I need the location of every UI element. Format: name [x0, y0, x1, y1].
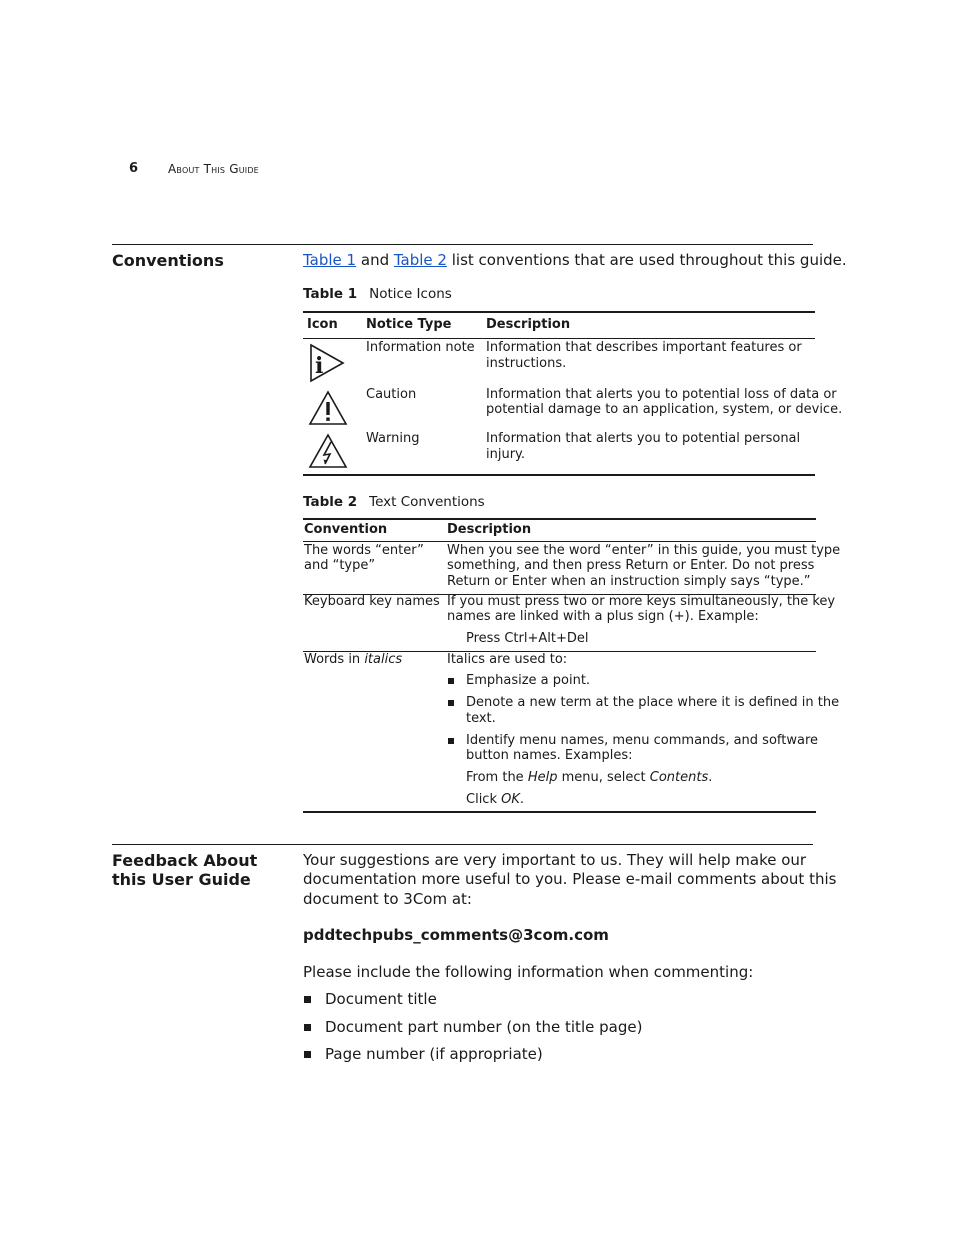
ex1-help: Help — [527, 770, 558, 785]
section-rule-conventions — [112, 244, 813, 245]
table-2-row3-example2 — [466, 792, 524, 808]
table-2-row1-convention-line1: The words “enter” — [304, 543, 424, 558]
bullet-marker — [304, 1024, 311, 1031]
intro-rest: list conventions that are used throughout this guide. — [446, 251, 847, 269]
feedback-email-link[interactable]: pddtechpubs_comments@3com.com — [303, 926, 609, 944]
table-2-row3-convention — [304, 652, 402, 668]
table-2-row1-desc-line1: When you see the word “enter” in this guide, you must type — [447, 543, 841, 558]
table-2-row3-bullet1: Emphasize a point. — [466, 673, 591, 688]
table-1-header-notice-type: Notice Type — [366, 317, 452, 332]
table-2-row3-bullet3-line1: Identify menu names, menu commands, and software — [466, 733, 818, 748]
table-2-row2-convention: Keyboard key names — [304, 594, 440, 609]
section-rule-feedback — [112, 844, 813, 845]
table-1-header-rule — [303, 338, 815, 339]
table-2-bottom-rule — [303, 811, 816, 813]
table-2-header-description: Description — [447, 522, 532, 537]
feedback-item-page-number: Page number (if appropriate) — [325, 1045, 543, 1063]
bullet-marker — [304, 1051, 311, 1058]
table-2-link[interactable]: Table 2 — [393, 251, 447, 269]
table-1-row-info-type: Information note — [366, 340, 475, 355]
table-2-row1-desc-line2: something, and then press Return or Enter. Do not press — [447, 558, 815, 573]
ex1-contents: Contents — [649, 770, 709, 785]
section-title-feedback-line1: Feedback About — [112, 851, 258, 870]
table-1-row-info-desc-line2: instructions. — [486, 356, 567, 371]
table-2-header-rule — [303, 541, 816, 542]
ex1-part-c: . — [708, 770, 713, 785]
feedback-para-line3: document to 3Com at: — [303, 890, 472, 908]
feedback-include-text: Please include the following information when commenting: — [303, 963, 754, 981]
information-icon — [309, 343, 345, 383]
table-2-row3-bullet3-line2: button names. Examples: — [466, 748, 633, 763]
table-1-row-warning-type: Warning — [366, 431, 420, 446]
table-1-row-warning-desc-line2: injury. — [486, 447, 526, 462]
ex2-part-b: . — [519, 792, 525, 807]
conventions-intro — [303, 251, 847, 271]
feedback-para-line1: Your suggestions are very important to us. They will help make our — [303, 851, 807, 869]
bullet-marker — [448, 678, 454, 684]
page-number: 6 — [129, 161, 139, 176]
table-2-row3-bullet2-line2: text. — [466, 711, 496, 726]
table-2-row1-convention-line2: and “type” — [304, 558, 376, 573]
feedback-item-part-number: Document part number (on the title page) — [325, 1018, 643, 1036]
section-title-conventions: Conventions — [112, 251, 224, 270]
table-1-row-caution-desc-line2: potential damage to an application, system, or device. — [486, 402, 843, 417]
caution-icon — [308, 390, 348, 426]
table-1-bottom-rule — [303, 474, 815, 476]
table-1-header-icon: Icon — [307, 317, 338, 332]
running-title: About This Guide — [168, 162, 259, 176]
table-2-row2-desc-line1: If you must press two or more keys simultaneously, the key — [447, 594, 836, 609]
table-2-row1-desc-line3: Return or Enter when an instruction simply says “type.” — [447, 574, 811, 589]
table-2-row2-desc-line2: names are linked with a plus sign (+). Example: — [447, 609, 759, 624]
table-1-row-info-desc-line1: Information that describes important features or — [486, 340, 802, 355]
table-1-caption-text: Notice Icons — [369, 286, 452, 302]
bullet-marker — [448, 700, 454, 706]
bullet-marker — [448, 738, 454, 744]
table-2-row2-example: Press Ctrl+Alt+Del — [466, 631, 589, 646]
table-1-row-warning-desc-line1: Information that alerts you to potential personal — [486, 431, 801, 446]
row3-conv-italic: italics — [364, 652, 403, 667]
table-2-caption-text: Text Conventions — [369, 494, 485, 510]
table-2-row3-bullet2-line1: Denote a new term at the place where it is defined in the — [466, 695, 840, 710]
section-title-feedback-line2: this User Guide — [112, 870, 251, 889]
table-1-row-caution-desc-line1: Information that alerts you to potential loss of data or — [486, 387, 837, 402]
ex1-part-a: From the — [466, 770, 528, 785]
table-1-caption-label: Table 1 — [303, 286, 358, 302]
table-2-row3-example1 — [466, 770, 712, 786]
table-1-row-caution-type: Caution — [366, 387, 417, 402]
table-2-row3-intro: Italics are used to: — [447, 652, 568, 667]
table-1-caption — [303, 286, 452, 302]
svg-text:i: i — [315, 353, 324, 379]
table-2-top-rule — [303, 518, 816, 520]
row3-conv-prefix: Words in — [304, 652, 365, 667]
table-2-header-convention: Convention — [304, 522, 388, 537]
intro-and: and — [356, 251, 394, 269]
table-1-top-rule — [303, 311, 815, 313]
feedback-para-line2: documentation more useful to you. Please e-mail comments about this — [303, 870, 837, 888]
table-1-header-description: Description — [486, 317, 571, 332]
table-1-link[interactable]: Table 1 — [303, 251, 357, 269]
ex1-part-b: menu, select — [557, 770, 650, 785]
table-2-caption — [303, 494, 485, 510]
table-2-caption-label: Table 2 — [303, 494, 358, 510]
ex2-ok: OK — [501, 792, 520, 807]
ex2-part-a: Click — [466, 792, 502, 807]
bullet-marker — [304, 996, 311, 1003]
feedback-item-document-title: Document title — [325, 990, 437, 1008]
warning-icon — [308, 433, 348, 469]
